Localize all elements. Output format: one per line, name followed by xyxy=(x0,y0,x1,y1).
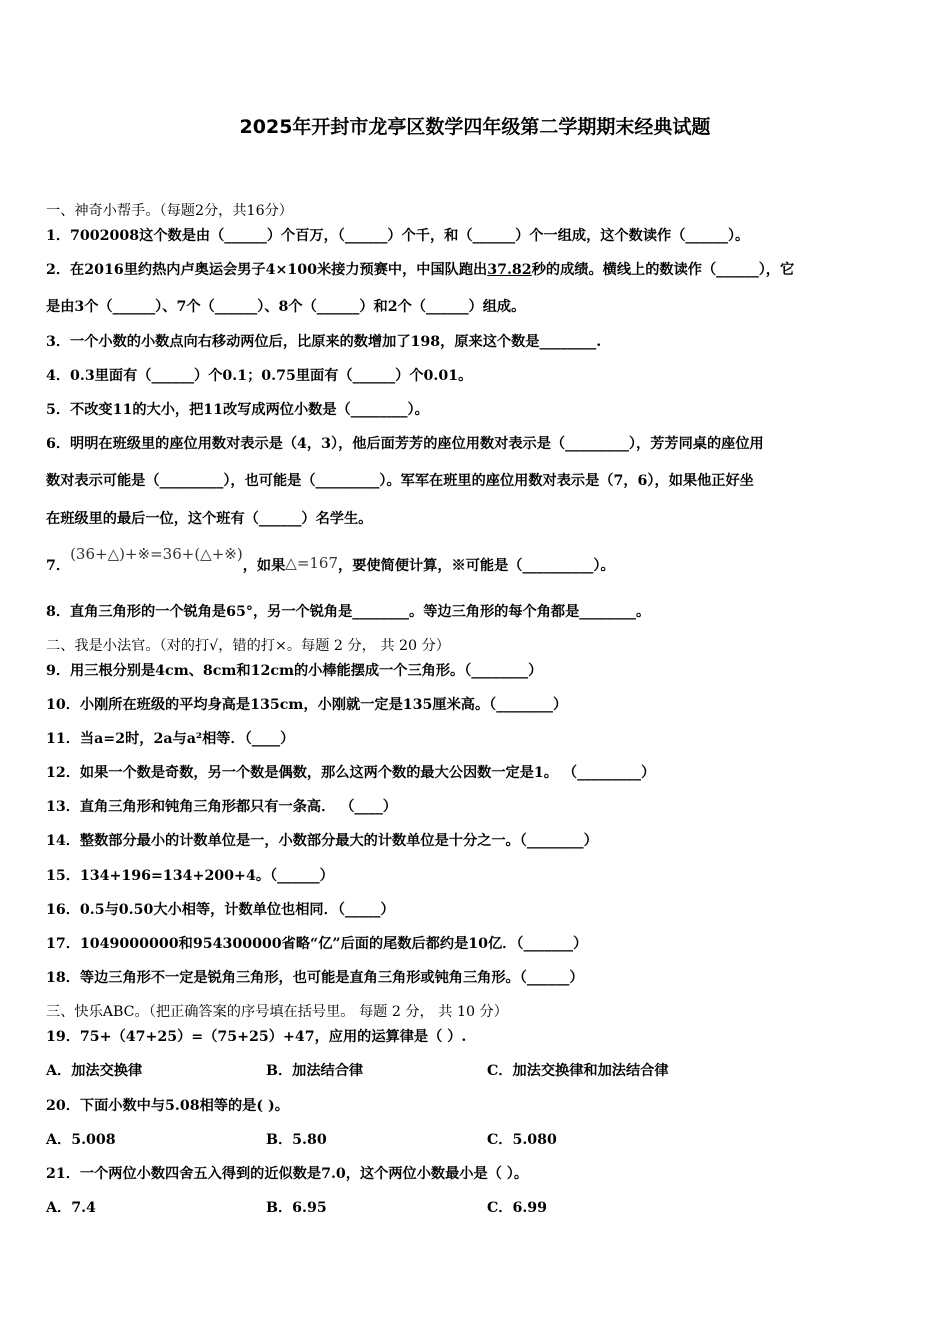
question-10: 10．小刚所在班级的平均身高是135cm，小刚就一定是135厘米高。（________） xyxy=(46,697,568,713)
question-18: 18．等边三角形不一定是锐角三角形，也可能是直角三角形或钝角三角形。（______） xyxy=(46,970,584,986)
question-7-text-mid: ，如果 xyxy=(242,558,286,574)
question-20-option-a: A．5.008 xyxy=(46,1132,116,1148)
question-19-option-b: B．加法结合律 xyxy=(266,1063,364,1079)
question-19-option-c: C．加法交换律和加法结合律 xyxy=(487,1063,669,1079)
question-21-option-a: A．7.4 xyxy=(46,1200,96,1216)
question-21-option-b: B．6.95 xyxy=(266,1200,327,1216)
question-6-line-1: 6．明明在班级里的座位用数对表示是（4，3），他后面芳芳的座位用数对表示是（_________），芳芳同桌的座位用 xyxy=(46,436,764,452)
page-title: 2025年开封市龙亭区数学四年级第二学期期末经典试题 xyxy=(239,116,711,138)
question-5: 5．不改变11的大小，把11改写成两位小数是（________）。 xyxy=(46,402,429,418)
question-16: 16．0.5与0.50大小相等，计数单位也相同．（_____） xyxy=(46,902,395,918)
question-20: 20．下面小数中与5.08相等的是( )。 xyxy=(46,1098,289,1114)
question-11: 11．当a=2时，2a与a²相等．（____） xyxy=(46,731,295,747)
question-7 xyxy=(46,545,916,576)
question-12: 12．如果一个数是奇数，另一个数是偶数，那么这两个数的最大公因数一定是1。 （_________） xyxy=(46,765,656,781)
question-19: 19．75+（47+25）=（75+25）+47，应用的运算律是（ ）. xyxy=(46,1029,467,1045)
question-8: 8．直角三角形的一个锐角是65°，另一个锐角是________。等边三角形的每个角都是________。 xyxy=(46,604,651,620)
question-15: 15．134+196=134+200+4。（______） xyxy=(46,868,334,884)
section-3-heading: 三、快乐ABC。（把正确答案的序号填在括号里。 每题 2 分， 共 10 分） xyxy=(46,1004,508,1020)
question-6-line-3: 在班级里的最后一位，这个班有（______）名学生。 xyxy=(46,511,373,527)
question-4: 4．0.3里面有（______）个0.1；0.75里面有（______）个0.01。 xyxy=(46,368,473,384)
question-20-option-c: C．5.080 xyxy=(487,1132,557,1148)
question-7-number: 7． xyxy=(46,558,71,574)
question-2-underlined-number: 37.82 xyxy=(487,262,532,278)
question-2-text-b: 秒的成绩。横线上的数读作（______），它 xyxy=(531,262,795,278)
section-1-heading: 一、神奇小帮手。（每题2分，共16分） xyxy=(46,203,293,219)
question-2-text-a: 2．在2016里约热内卢奥运会男子4×100米接力预赛中，中国队跑出 xyxy=(46,262,488,278)
question-20-option-b: B．5.80 xyxy=(266,1132,327,1148)
question-13: 13．直角三角形和钝角三角形都只有一条高． （____） xyxy=(46,799,397,815)
question-3: 3．一个小数的小数点向右移动两位后，比原来的数增加了198，原来这个数是________. xyxy=(46,334,602,350)
section-2-heading: 二、我是小法官。（对的打√，错的打×。每题 2 分， 共 20 分） xyxy=(46,638,450,654)
question-7-text-end: ，要使简便计算，※可能是（__________）。 xyxy=(338,558,615,574)
question-17: 17．1049000000和954300000省略“亿”后面的尾数后都约是10亿．（_______） xyxy=(46,936,588,952)
question-2-line-2: 是由3个（______）、7个（______）、8个（______）和2个（______）组成。 xyxy=(46,299,526,315)
question-9: 9．用三根分别是4cm、8cm和12cm的小棒能摆成一个三角形。（________） xyxy=(46,663,543,679)
question-21-option-c: C．6.99 xyxy=(487,1200,548,1216)
question-14: 14．整数部分最小的计数单位是一，小数部分最大的计数单位是十分之一。（________） xyxy=(46,833,598,849)
question-6-line-2: 数对表示可能是（_________），也可能是（_________）。军军在班里的座位用数对表示是（7，6），如果他正好坐 xyxy=(46,473,754,489)
question-19-option-a: A．加法交换律 xyxy=(46,1063,143,1079)
question-1: 1．7002008这个数是由（______）个百万，（______）个千，和（______）个一组成，这个数读作（______）。 xyxy=(46,228,750,244)
question-2-line-1 xyxy=(46,260,916,280)
question-21: 21．一个两位小数四舍五入得到的近似数是7.0，这个两位小数最小是（ ）。 xyxy=(46,1166,529,1182)
question-7-condition: △=167 xyxy=(285,554,339,572)
question-7-formula: (36+△)+※=36+(△+※) xyxy=(70,545,243,563)
